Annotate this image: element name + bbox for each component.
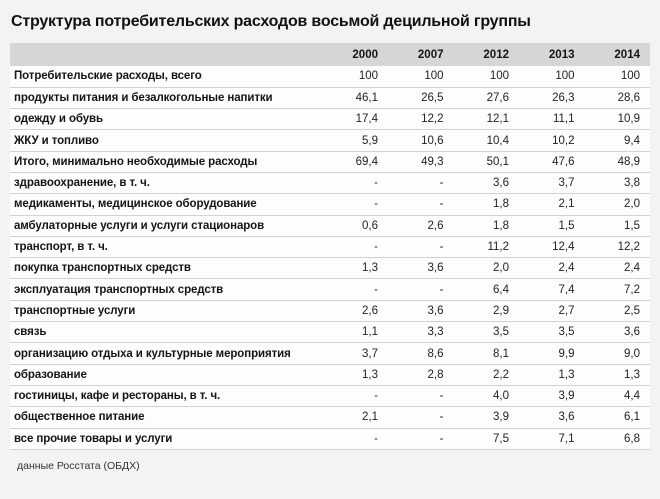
cell-value: 2,5 bbox=[624, 304, 640, 317]
cell-value: - bbox=[439, 177, 444, 190]
cell-value: 10,2 bbox=[552, 134, 575, 147]
cell-value: - bbox=[374, 198, 378, 211]
cell-value: 100 bbox=[620, 70, 640, 83]
row-label: медикаменты, медицинское оборудование bbox=[14, 198, 257, 211]
cell-value: 69,4 bbox=[355, 155, 378, 168]
cell-value: 11,2 bbox=[487, 241, 509, 254]
cell-value: 12,2 bbox=[421, 113, 444, 126]
cell-value: 3,5 bbox=[558, 326, 575, 339]
cell-value: 100 bbox=[489, 70, 509, 83]
cell-value: 6,8 bbox=[624, 432, 640, 445]
row-label: транспортные услуги bbox=[14, 304, 136, 317]
cell-value: 2,4 bbox=[558, 262, 575, 275]
header-year-2000: 2000 bbox=[352, 48, 378, 61]
cell-value: 2,6 bbox=[427, 219, 444, 232]
cell-value: 100 bbox=[555, 70, 575, 83]
table-row bbox=[10, 343, 650, 364]
table-head bbox=[10, 43, 650, 66]
cell-value: 2,8 bbox=[427, 368, 444, 381]
table-row bbox=[10, 130, 650, 151]
cell-value: 5,9 bbox=[362, 134, 378, 147]
cell-value: - bbox=[439, 283, 444, 296]
row-label: ЖКУ и топливо bbox=[14, 134, 99, 147]
cell-value: - bbox=[374, 241, 378, 254]
cell-value: 7,4 bbox=[558, 283, 575, 296]
cell-value: 48,9 bbox=[617, 155, 640, 168]
cell-value: 47,6 bbox=[552, 155, 575, 168]
cell-value: 2,0 bbox=[624, 198, 640, 211]
cell-value: 1,3 bbox=[362, 262, 378, 275]
cell-value: 2,9 bbox=[493, 304, 509, 317]
cell-value: 1,8 bbox=[493, 198, 509, 211]
page-title: Структура потребительских расходов восьмой децильной группы bbox=[11, 13, 531, 30]
cell-value: 12,4 bbox=[552, 241, 575, 254]
cell-value: 6,1 bbox=[624, 411, 640, 424]
source-note: данные Росстата (ОБДХ) bbox=[17, 459, 140, 472]
cell-value: 3,7 bbox=[362, 347, 378, 360]
table-row bbox=[10, 364, 650, 385]
cell-value: 1,3 bbox=[624, 368, 640, 381]
table-row bbox=[10, 194, 650, 215]
table-row bbox=[10, 407, 650, 428]
cell-value: - bbox=[374, 177, 378, 190]
table-row bbox=[10, 87, 650, 108]
cell-value: 7,5 bbox=[493, 432, 509, 445]
cell-value: 100 bbox=[424, 70, 444, 83]
cell-value: 4,0 bbox=[493, 390, 509, 403]
cell-value: 10,4 bbox=[486, 134, 509, 147]
table-row bbox=[10, 428, 650, 449]
row-label: общественное питание bbox=[14, 411, 145, 424]
cell-value: 8,6 bbox=[427, 347, 444, 360]
cell-value: 12,2 bbox=[617, 241, 640, 254]
table-row bbox=[10, 322, 650, 343]
table-row bbox=[10, 258, 650, 279]
cell-value: 2,0 bbox=[493, 262, 509, 275]
cell-value: 2,2 bbox=[493, 368, 509, 381]
cell-value: 3,9 bbox=[558, 390, 575, 403]
cell-value: 7,1 bbox=[558, 432, 575, 445]
cell-value: 17,4 bbox=[355, 113, 378, 126]
cell-value: - bbox=[439, 390, 444, 403]
table-row bbox=[10, 215, 650, 236]
cell-value: 1,3 bbox=[362, 368, 378, 381]
table-row bbox=[10, 151, 650, 172]
row-label: амбулаторные услуги и услуги стационаров bbox=[14, 219, 265, 232]
cell-value: 3,9 bbox=[493, 411, 509, 424]
row-label: Потребительские расходы, всего bbox=[14, 70, 202, 83]
cell-value: - bbox=[439, 241, 444, 254]
cell-value: 2,4 bbox=[624, 262, 640, 275]
cell-value: 7,2 bbox=[624, 283, 640, 296]
table-body bbox=[10, 66, 650, 449]
cell-value: 3,6 bbox=[493, 177, 509, 190]
row-label: одежду и обувь bbox=[14, 113, 103, 126]
table-header-row bbox=[10, 43, 650, 66]
cell-value: 10,9 bbox=[617, 113, 640, 126]
cell-value: 1,5 bbox=[558, 219, 575, 232]
row-label: транспорт, в т. ч. bbox=[14, 241, 108, 254]
cell-value: 100 bbox=[358, 70, 378, 83]
cell-value: 26,3 bbox=[552, 91, 575, 104]
cell-value: 4,4 bbox=[624, 390, 640, 403]
table-row bbox=[10, 385, 650, 406]
row-label: связь bbox=[14, 326, 47, 339]
header-year-2012: 2012 bbox=[483, 48, 509, 61]
cell-value: 11,1 bbox=[552, 113, 575, 126]
row-label: гостиницы, кафе и рестораны, в т. ч. bbox=[14, 390, 221, 403]
cell-value: 3,6 bbox=[427, 304, 444, 317]
row-label: образование bbox=[14, 368, 87, 381]
cell-value: - bbox=[374, 432, 378, 445]
cell-value: 9,9 bbox=[558, 347, 575, 360]
cell-value: 3,6 bbox=[427, 262, 444, 275]
cell-value: 2,1 bbox=[558, 198, 575, 211]
row-label: эксплуатация транспортных средств bbox=[14, 283, 224, 296]
cell-value: 50,1 bbox=[486, 155, 509, 168]
cell-value: 3,5 bbox=[493, 326, 509, 339]
header-label-cell bbox=[10, 43, 323, 66]
cell-value: 1,3 bbox=[558, 368, 575, 381]
cell-value: 3,6 bbox=[624, 326, 640, 339]
table-row bbox=[10, 236, 650, 257]
header-year-2007: 2007 bbox=[417, 48, 444, 61]
cell-value: 1,8 bbox=[493, 219, 509, 232]
cell-value: 10,6 bbox=[421, 134, 444, 147]
cell-value: 1,5 bbox=[624, 219, 640, 232]
row-label: все прочие товары и услуги bbox=[14, 432, 173, 445]
table-row bbox=[10, 66, 650, 87]
cell-value: - bbox=[439, 432, 444, 445]
row-label: покупка транспортных средств bbox=[14, 262, 191, 275]
cell-value: - bbox=[439, 198, 444, 211]
cell-value: 9,4 bbox=[624, 134, 640, 147]
cell-value: 28,6 bbox=[617, 91, 640, 104]
row-label: здравоохранение, в т. ч. bbox=[14, 177, 150, 190]
cell-value: 9,0 bbox=[624, 347, 640, 360]
cell-value: - bbox=[374, 390, 378, 403]
cell-value: 2,7 bbox=[558, 304, 575, 317]
cell-value: - bbox=[439, 411, 444, 424]
cell-value: - bbox=[374, 283, 378, 296]
cell-value: 3,6 bbox=[558, 411, 575, 424]
cell-value: 8,1 bbox=[493, 347, 509, 360]
cell-value: 0,6 bbox=[362, 219, 378, 232]
cell-value: 3,8 bbox=[624, 177, 640, 190]
cell-value: 2,6 bbox=[362, 304, 378, 317]
cell-value: 26,5 bbox=[421, 91, 444, 104]
table-row bbox=[10, 300, 650, 321]
cell-value: 12,1 bbox=[486, 113, 509, 126]
table-row bbox=[10, 172, 650, 193]
cell-value: 27,6 bbox=[486, 91, 509, 104]
cell-value: 46,1 bbox=[355, 91, 378, 104]
cell-value: 3,3 bbox=[427, 326, 444, 339]
expenditure-table bbox=[10, 43, 650, 450]
cell-value: 1,1 bbox=[362, 326, 378, 339]
row-label: организацию отдыха и культурные мероприятия bbox=[14, 347, 291, 360]
row-label: продукты питания и безалкогольные напитки bbox=[14, 91, 273, 104]
cell-value: 3,7 bbox=[558, 177, 575, 190]
header-year-2013: 2013 bbox=[548, 48, 575, 61]
cell-value: 49,3 bbox=[421, 155, 444, 168]
table-row bbox=[10, 279, 650, 300]
row-label: Итого, минимально необходимые расходы bbox=[14, 155, 258, 168]
cell-value: 6,4 bbox=[493, 283, 509, 296]
cell-value: 2,1 bbox=[362, 411, 378, 424]
table-row bbox=[10, 109, 650, 130]
header-year-2014: 2014 bbox=[614, 48, 640, 61]
